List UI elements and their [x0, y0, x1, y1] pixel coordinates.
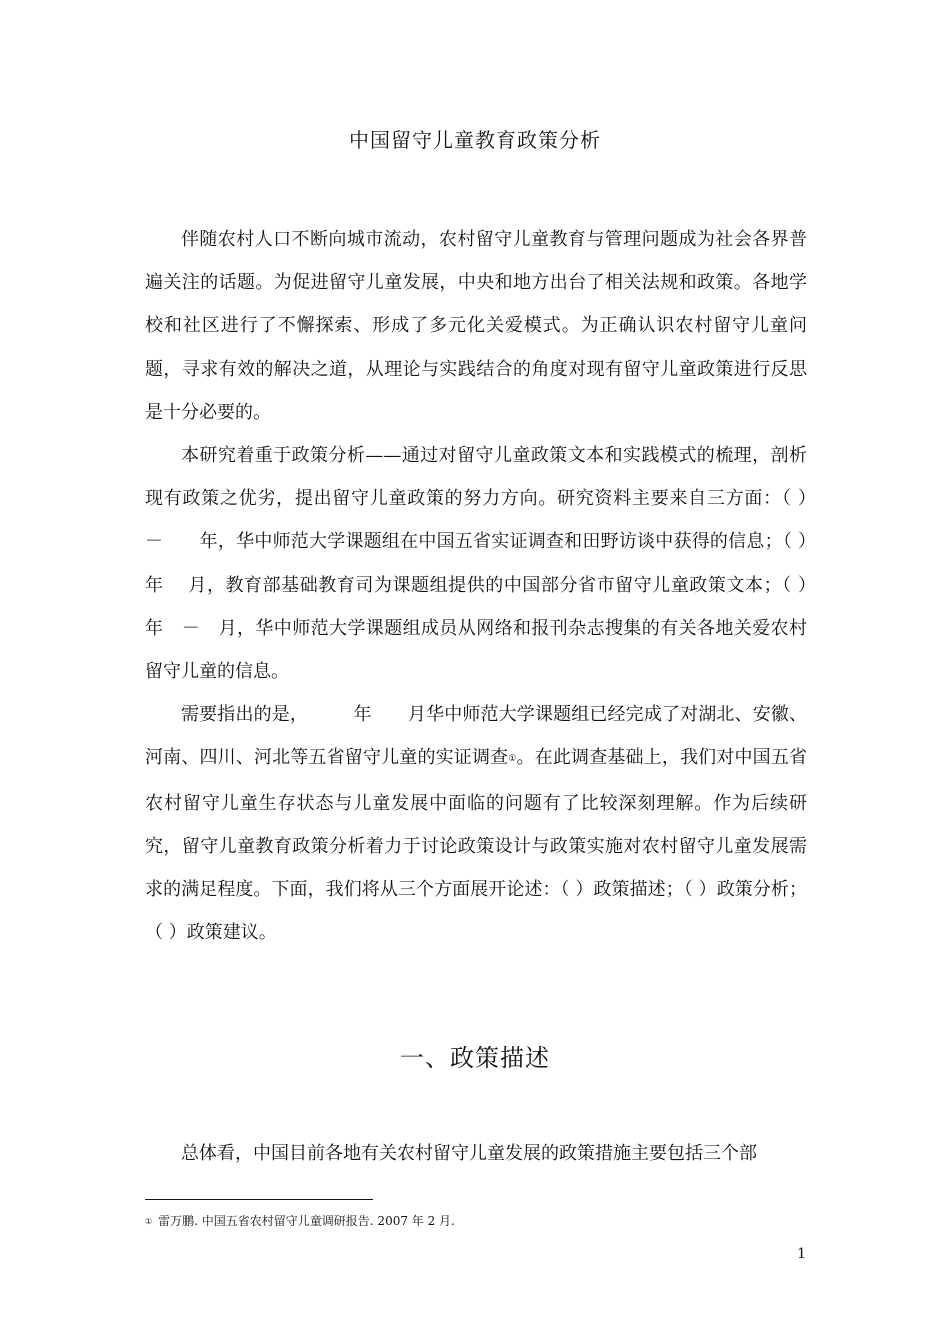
- paragraph-3-text-a: 需要指出的是， 年 月华中师范大学课题组已经完成了对湖北、安徽、河南、四川、河北等五省留守儿童的实证调查: [145, 704, 807, 769]
- paragraph-1: 伴随农村人口不断向城市流动，农村留守儿童教育与管理问题成为社会各界普遍关注的话题。为促进留守儿童发展，中央和地方出台了相关法规和政策。各地学校和社区进行了不懈探索、形成了多元化关爱模式。为正确认识农村留守儿童问题，寻求有效的解决之道，从理论与实践结合的角度对现有留守儿童政策进行反思是十分必要的。: [145, 229, 807, 423]
- section-body: [145, 1132, 807, 1175]
- document-title: 中国留守儿童教育政策分析: [349, 128, 601, 152]
- page-number: 1: [797, 1246, 806, 1262]
- paragraph-3-text-b: 。在此调查基础上，我们对中国五省农村留守儿童生存状态与儿童发展中面临的问题有了比较深刻理解。作为后续研究，留守儿童教育政策分析着力于讨论政策设计与政策实施对农村留守儿童发展需求的满足程度。下面，我们将从三个方面展开论述：（ ）政策描述；（ ）政策分析；（ ）政策建议。: [145, 747, 807, 944]
- footnote-text: 雷万鹏. 中国五省农村留守儿童调研报告. 2007 年 2 月.: [158, 1214, 455, 1228]
- intro-body: [145, 218, 861, 954]
- section-heading: 一、政策描述: [400, 1044, 550, 1072]
- section-paragraph: 总体看，中国目前各地有关农村留守儿童发展的政策措施主要包括三个部: [181, 1143, 757, 1164]
- paragraph-2: 本研究着重于政策分析——通过对留守儿童政策文本和实践模式的梳理，剖析现有政策之优劣，提出留守儿童政策的努力方向。研究资料主要来自三方面：（ ） － 年，华中师范大学课题组在中国五省实证调查和田野访谈中获得的信息；（ ） 年 月，教育部基础教育司为课题组提供的中国部分省市留守儿童政策文本；（ ） 年 － 月，华中师范大学课题组成员从网络和报刊杂志搜集的有关各地关爱农村留守儿童的信息。: [145, 445, 861, 683]
- footnote: [145, 1212, 807, 1231]
- footnote-number: ①: [145, 1217, 153, 1226]
- footnote-divider: [145, 1199, 373, 1200]
- footnote-reference: ①: [508, 754, 517, 765]
- paragraph-3: [145, 693, 807, 954]
